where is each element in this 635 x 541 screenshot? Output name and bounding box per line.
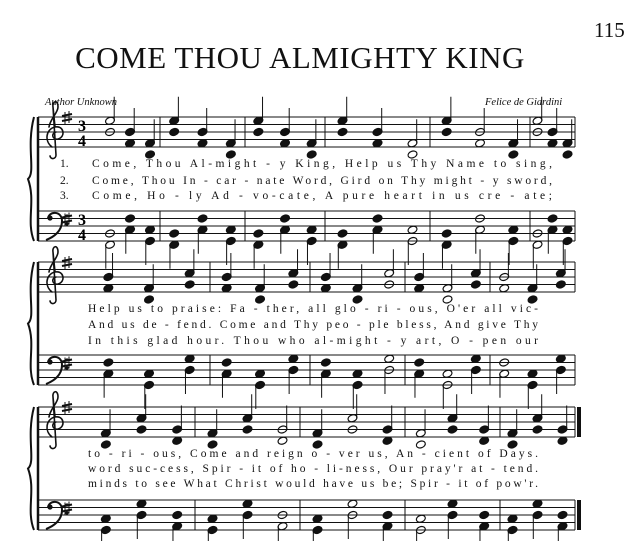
notehead: [255, 369, 266, 378]
notehead: [557, 510, 568, 519]
notehead: [136, 425, 147, 434]
notehead: [352, 369, 363, 378]
notehead: [547, 139, 558, 148]
notehead: [253, 127, 264, 136]
notehead: [320, 284, 331, 293]
notehead: [288, 354, 299, 363]
sharp-icon: [62, 256, 72, 269]
sharp-icon: [62, 111, 72, 124]
notehead: [312, 514, 323, 523]
notehead: [172, 436, 183, 445]
notehead: [532, 499, 543, 508]
notehead: [242, 499, 253, 508]
notehead: [337, 127, 348, 136]
notehead: [136, 499, 147, 508]
notehead: [479, 436, 490, 445]
notehead: [288, 280, 299, 289]
notehead: [470, 354, 481, 363]
notehead: [384, 354, 395, 363]
notehead: [555, 280, 566, 289]
notehead: [407, 225, 418, 234]
lyric-line: Come, Thou Al-might - y King, Help us Thy Name to sing,: [92, 158, 552, 170]
notehead: [557, 436, 568, 445]
notehead: [442, 369, 453, 378]
notehead: [372, 214, 383, 223]
notehead: [470, 280, 481, 289]
notehead: [441, 229, 452, 238]
notehead: [320, 358, 331, 367]
lyric-line: word suc-cess, Spir - it of ho - li-ness, Our pray'r at - tend.: [88, 463, 538, 475]
notehead: [415, 514, 426, 523]
lyric-line: In this glad hour. Thou who al-might - y art, O - pen our: [88, 335, 538, 347]
notehead: [103, 358, 114, 367]
composer-credit: Felice de Giardini: [485, 97, 563, 108]
notehead: [103, 284, 114, 293]
notehead: [184, 354, 195, 363]
notehead: [225, 225, 236, 234]
notehead: [169, 229, 180, 238]
notehead: [242, 425, 253, 434]
notehead: [172, 510, 183, 519]
notehead: [125, 214, 136, 223]
notehead: [382, 436, 393, 445]
lyric-line: Come, Thou In - car - nate Word, Gird on Thy might - y sword,: [92, 175, 552, 187]
notehead: [507, 514, 518, 523]
notehead: [562, 150, 573, 159]
treble-clef-icon: [47, 392, 63, 449]
notehead: [532, 425, 543, 434]
notehead: [280, 214, 291, 223]
notehead: [555, 354, 566, 363]
system-brace: [28, 407, 34, 530]
notehead: [414, 358, 425, 367]
time-signature: 3: [78, 118, 86, 135]
notehead: [347, 499, 358, 508]
notehead: [197, 214, 208, 223]
final-barline: [577, 500, 581, 530]
lyric-line: And us de - fend. Come and Thy peo - ple bless, And give Thy: [88, 319, 539, 331]
lyric-line: Help us to praise: Fa - ther, all glo - ri - ous, O'er all vic-: [88, 303, 538, 315]
notehead: [169, 127, 180, 136]
notehead: [562, 225, 573, 234]
notehead: [499, 284, 510, 293]
notehead: [144, 369, 155, 378]
notehead: [277, 436, 288, 445]
notehead: [441, 127, 452, 136]
notehead: [280, 139, 291, 148]
notehead: [508, 225, 519, 234]
notehead: [447, 499, 458, 508]
system-brace: [28, 117, 34, 241]
notehead: [207, 514, 218, 523]
notehead: [197, 139, 208, 148]
lyric-line: to - ri - ous, Come and reign o - ver us, An - cient of Days.: [88, 448, 538, 460]
lyric-line: minds to see What Christ would have us be; Spir - it of pow'r.: [88, 478, 538, 490]
treble-clef-icon: [47, 102, 63, 159]
notehead: [447, 425, 458, 434]
hymn-title: COME THOU ALMIGHTY KING: [75, 40, 525, 75]
treble-clef-icon: [47, 247, 63, 304]
notehead: [253, 229, 264, 238]
notehead: [221, 284, 232, 293]
final-barline: [577, 407, 581, 437]
notehead: [125, 139, 136, 148]
notehead: [372, 139, 383, 148]
notehead: [221, 358, 232, 367]
notehead: [184, 280, 195, 289]
sharp-icon: [62, 401, 72, 414]
notehead: [547, 214, 558, 223]
notehead: [479, 510, 490, 519]
time-signature: 3: [78, 212, 86, 229]
time-signature: 4: [78, 133, 86, 150]
author-credit: Author Unknown: [45, 97, 118, 108]
notehead: [414, 284, 425, 293]
page-number: 115: [594, 18, 625, 42]
notehead: [527, 369, 538, 378]
time-signature: 4: [78, 227, 86, 244]
verse-number: 3.: [60, 190, 69, 202]
notehead: [100, 514, 111, 523]
notehead: [475, 139, 486, 148]
notehead: [382, 510, 393, 519]
notehead: [145, 225, 156, 234]
notehead: [337, 229, 348, 238]
lyric-line: Come, Ho - ly Ad - vo-cate, A pure heart in us cre - ate;: [92, 190, 552, 202]
verse-number: 2.: [60, 175, 69, 187]
notehead: [306, 225, 317, 234]
system-brace: [28, 262, 34, 385]
verse-number: 1.: [60, 158, 69, 170]
